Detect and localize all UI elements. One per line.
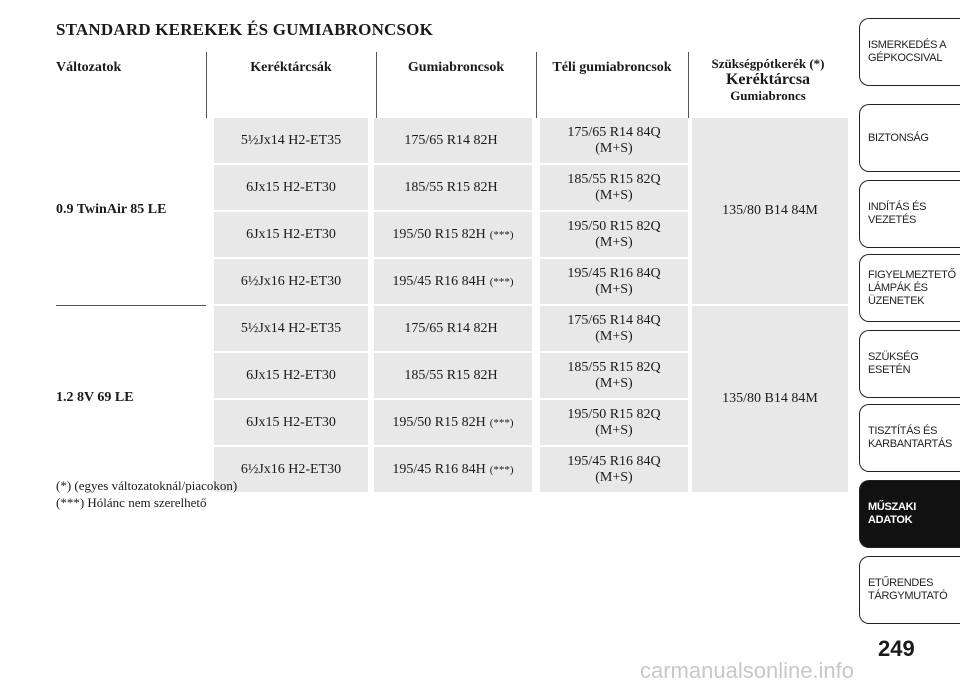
tyre-text: 185/55 R15 82H: [404, 367, 498, 383]
spare-text: 135/80 B14 84M: [722, 391, 818, 406]
tyre-cell: [374, 447, 532, 492]
spare-cell: [692, 118, 848, 304]
winter-text: 175/65 R14 84Q: [567, 124, 661, 140]
tyre-cell: [374, 212, 532, 257]
header-spare: [688, 56, 848, 104]
tyre-cell: [374, 259, 532, 304]
winter-ms: (M+S): [595, 328, 633, 344]
chapter-tab-label: INDÍTÁS ÉS VEZETÉS: [868, 201, 927, 226]
chapter-tab-label: ETŰRENDES TÁRGYMUTATÓ: [868, 577, 948, 602]
tyre-cell: [374, 118, 532, 163]
tyre-text: 185/55 R15 82H: [404, 179, 498, 195]
tyre-cell: [374, 353, 532, 398]
tyre-note: (***): [489, 275, 514, 288]
winter-ms: (M+S): [595, 234, 633, 250]
chapter-tab[interactable]: [859, 180, 960, 248]
header-rim: Keréktárcsák: [250, 60, 332, 75]
tyre-text: 175/65 R14 82H: [404, 132, 498, 148]
watermark: carmanualsonline.info: [640, 658, 855, 683]
header-variant: Változatok: [56, 60, 122, 75]
tyre-line: [404, 368, 501, 384]
tyre-line: [392, 415, 513, 431]
chapter-tab-label: TISZTÍTÁS ÉS KARBANTARTÁS: [868, 425, 953, 450]
tyre-line: [392, 274, 513, 290]
rim-text: 6Jx15 H2-ET30: [246, 367, 336, 383]
tyre-line: [404, 133, 501, 149]
winter-ms: (M+S): [595, 422, 633, 438]
tyre-note: (***): [489, 416, 514, 429]
winter-ms: (M+S): [595, 375, 633, 391]
tyre-text: 195/50 R15 82H: [392, 226, 486, 242]
rim-cell: [214, 259, 368, 304]
variant-label: 0.9 TwinAir 85 LE: [56, 202, 167, 217]
tyre-text: 195/50 R15 82H: [392, 414, 486, 430]
wheels-table: [56, 52, 848, 485]
winter-ms: (M+S): [595, 469, 633, 485]
footnote: (***) Hólánc nem szerelhető: [56, 495, 207, 510]
winter-ms: (M+S): [595, 281, 633, 297]
rim-cell: [214, 306, 368, 351]
rim-text: 5½Jx14 H2-ET35: [240, 320, 342, 336]
winter-cell: [540, 212, 688, 257]
tyre-text: 195/45 R16 84H: [392, 461, 486, 477]
chapter-tab[interactable]: [859, 556, 960, 624]
winter-cell: [540, 447, 688, 492]
chapter-tab-label: ISMERKEDÉS A GÉPKOCSIVAL: [868, 39, 947, 64]
winter-cell: [540, 259, 688, 304]
header-spare-rim: Keréktárcsa: [725, 71, 811, 88]
tyre-text: 175/65 R14 82H: [404, 320, 498, 336]
header-spare-tyre: Gumiabroncs: [730, 88, 806, 103]
winter-cell: [540, 165, 688, 210]
winter-text: 185/55 R15 82Q: [567, 171, 661, 187]
chapter-tab[interactable]: [859, 254, 960, 322]
winter-text: 195/45 R16 84Q: [567, 265, 661, 281]
tyre-cell: [374, 400, 532, 445]
tyre-cell: [374, 165, 532, 210]
tyre-line: [404, 321, 501, 337]
variant-label: 1.2 8V 69 LE: [56, 390, 134, 405]
footnote: (*) (egyes változatoknál/piacokon): [56, 478, 238, 493]
chapter-tab[interactable]: [859, 18, 960, 86]
chapter-tab[interactable]: [859, 330, 960, 398]
tyre-note: (***): [489, 463, 514, 476]
rim-cell: [214, 118, 368, 163]
header-tyre: Gumiabroncsok: [407, 60, 505, 75]
rim-text: 6Jx15 H2-ET30: [246, 226, 336, 242]
rim-cell: [214, 212, 368, 257]
winter-text: 185/55 R15 82Q: [567, 359, 661, 375]
header-spare-title: Szükségpótkerék (*): [711, 56, 825, 71]
winter-cell: [540, 400, 688, 445]
chapter-tab-label: SZÜKSÉG ESETÉN: [868, 351, 919, 376]
page-number: 249: [878, 636, 915, 661]
tyre-cell: [374, 306, 532, 351]
winter-ms: (M+S): [595, 140, 633, 156]
rim-cell: [214, 400, 368, 445]
rim-text: 6Jx15 H2-ET30: [246, 414, 336, 430]
spare-cell: [692, 306, 848, 492]
spare-text: 135/80 B14 84M: [722, 203, 818, 218]
tyre-note: (***): [489, 228, 514, 241]
rim-text: 6½Jx16 H2-ET30: [240, 273, 342, 289]
chapter-tab[interactable]: [859, 480, 960, 548]
rim-cell: [214, 353, 368, 398]
chapter-tab-label: FIGYELMEZTETŐ LÁMPÁK ÉS ÜZENETEK: [868, 268, 956, 307]
chapter-tab-label: MŰSZAKI ADATOK: [868, 501, 917, 526]
tyre-line: [404, 180, 501, 196]
rim-text: 6Jx15 H2-ET30: [246, 179, 336, 195]
tyre-line: [392, 462, 513, 478]
winter-cell: [540, 118, 688, 163]
winter-cell: [540, 306, 688, 351]
chapter-tab[interactable]: [859, 104, 960, 172]
chapter-tab-label: BIZTONSÁG: [868, 131, 929, 144]
winter-text: 195/45 R16 84Q: [567, 453, 661, 469]
group-divider: [56, 305, 206, 306]
rim-text: 6½Jx16 H2-ET30: [240, 461, 342, 477]
winter-ms: (M+S): [595, 187, 633, 203]
tyre-line: [392, 227, 513, 243]
header-winter: Téli gumiabroncsok: [552, 60, 672, 75]
rim-cell: [214, 165, 368, 210]
page-title: STANDARD KEREKEK ÉS GUMIABRONCSOK: [56, 20, 434, 39]
rim-text: 5½Jx14 H2-ET35: [240, 132, 342, 148]
tyre-text: 195/45 R16 84H: [392, 273, 486, 289]
winter-text: 195/50 R15 82Q: [567, 218, 661, 234]
winter-cell: [540, 353, 688, 398]
chapter-tab[interactable]: [859, 404, 960, 472]
winter-text: 195/50 R15 82Q: [567, 406, 661, 422]
winter-text: 175/65 R14 84Q: [567, 312, 661, 328]
